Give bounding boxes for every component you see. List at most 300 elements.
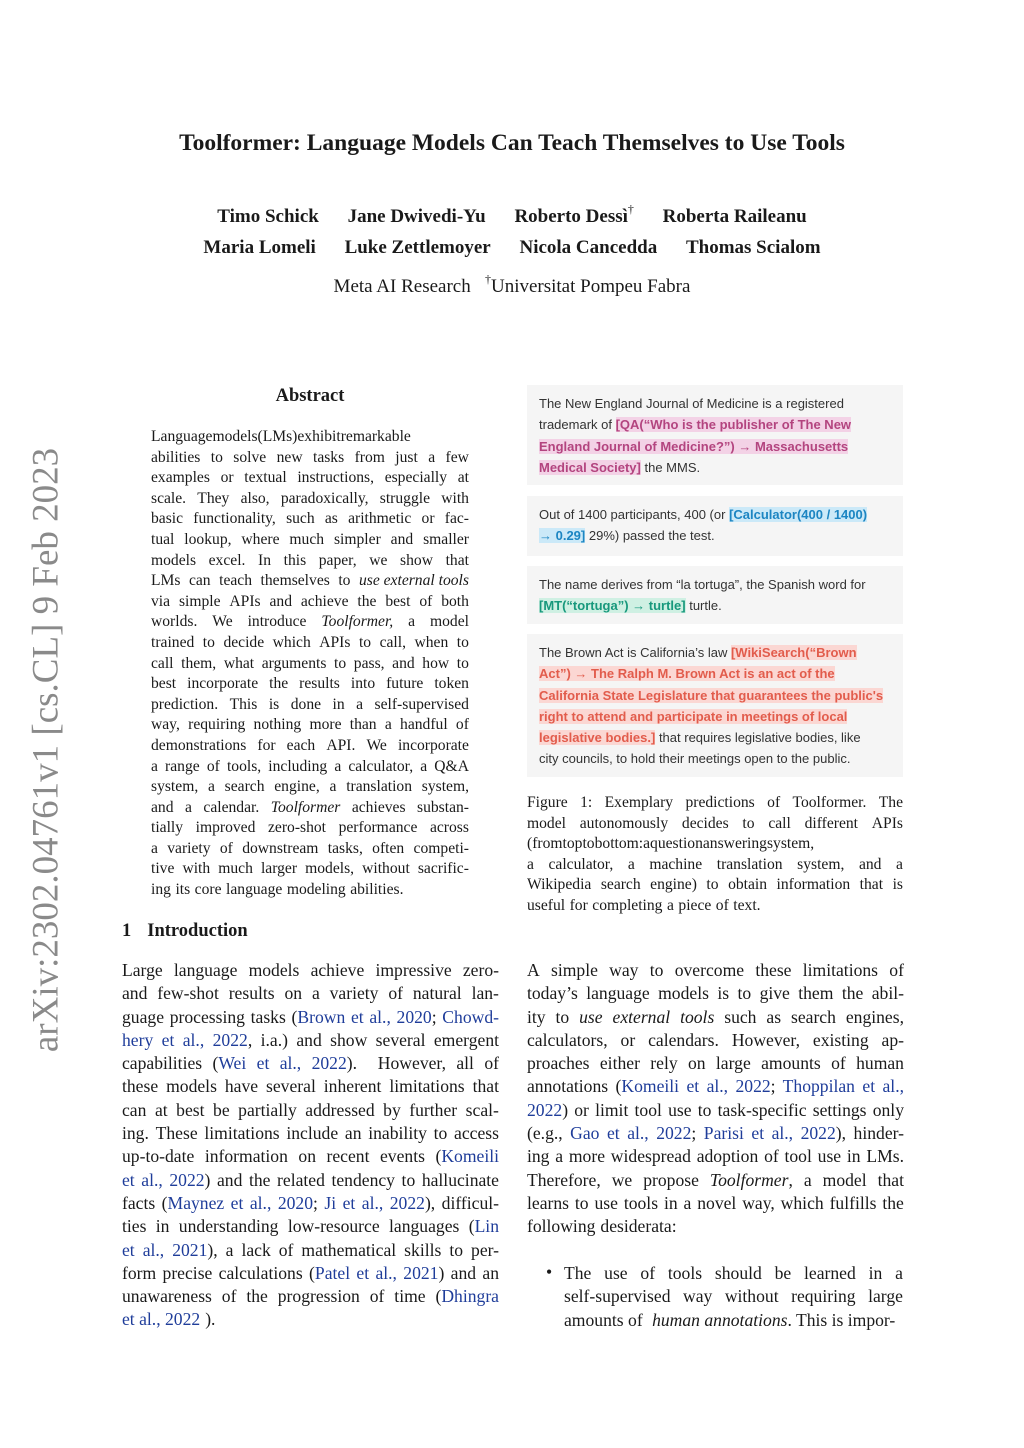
word: abil- xyxy=(871,983,904,1004)
word: achieve xyxy=(300,592,349,610)
text-span: ), difficul- xyxy=(424,1192,499,1213)
word: which xyxy=(272,633,311,651)
word: models xyxy=(248,960,300,980)
text-span: remarkable xyxy=(340,428,411,445)
word: what xyxy=(223,654,255,672)
word: new xyxy=(276,448,303,466)
text-span: . This is impor- xyxy=(787,1309,896,1330)
word: nothing xyxy=(253,716,302,734)
word: and xyxy=(390,530,414,548)
word: where xyxy=(241,530,280,548)
text-span: ) and the related tendency to hallucinate xyxy=(204,1169,499,1190)
word: best xyxy=(385,592,411,610)
word: of xyxy=(219,839,233,857)
text-span: ; xyxy=(770,1076,783,1097)
text-line xyxy=(151,509,469,530)
text-line xyxy=(151,798,469,819)
word: LMs xyxy=(151,572,181,590)
text-line xyxy=(564,1285,903,1308)
word: by xyxy=(383,1099,401,1120)
text-span: system, xyxy=(766,835,815,853)
word: on xyxy=(284,983,303,1004)
citation-link[interactable]: et al., 2022 xyxy=(122,1169,205,1190)
word: is xyxy=(268,695,280,713)
word: model xyxy=(527,814,566,832)
word: inherent xyxy=(323,1076,382,1097)
word: a xyxy=(311,983,320,1004)
citation-link[interactable]: Lin xyxy=(474,1216,499,1237)
word: a xyxy=(151,839,158,857)
word: calculator, xyxy=(348,757,414,775)
word: engine) xyxy=(650,876,697,894)
word: pass, xyxy=(353,654,385,672)
word: They xyxy=(197,489,230,507)
word: incorporate xyxy=(397,736,469,754)
word: a xyxy=(185,798,192,816)
word: more xyxy=(309,716,342,734)
citation-link[interactable]: Parisi et al., 2022 xyxy=(703,1123,836,1144)
word: the xyxy=(882,1192,904,1213)
panel-line xyxy=(539,663,891,684)
word: functionality, xyxy=(193,510,276,528)
word: each xyxy=(286,736,316,754)
dagger-mark: † xyxy=(627,201,634,216)
word: arithmetic xyxy=(348,510,412,528)
word: textual xyxy=(244,469,287,487)
word: arguments xyxy=(261,654,327,672)
text-line xyxy=(527,896,903,917)
panel-line xyxy=(539,685,891,706)
word: language xyxy=(586,983,650,1004)
text-span: ), a lack of mathematical skills to per- xyxy=(207,1239,499,1260)
word: tasks xyxy=(312,448,345,466)
word: at xyxy=(154,1099,168,1120)
text-line xyxy=(151,592,469,613)
citation-link[interactable]: Komeili et al., 2022 xyxy=(621,1076,771,1097)
word: addressed xyxy=(305,1099,375,1120)
word: the xyxy=(357,592,377,610)
word: its xyxy=(175,881,191,899)
author-row-2 xyxy=(0,237,1024,259)
text-line xyxy=(151,715,469,736)
word: either xyxy=(599,1053,640,1074)
word: Exemplary xyxy=(604,794,674,811)
word: following xyxy=(527,1216,596,1237)
text-line xyxy=(122,1169,499,1192)
word: system, xyxy=(421,778,469,796)
author-name: Jane Dwivedi-Yu xyxy=(347,206,486,227)
word: tially xyxy=(151,819,184,837)
panel-line: The name derives from “la tortuga”, the Spanish word for xyxy=(539,577,866,592)
text-span: ; xyxy=(431,1006,443,1027)
word: to xyxy=(742,814,755,832)
word: translation xyxy=(716,855,783,873)
word: of xyxy=(831,1053,846,1074)
word: variety xyxy=(167,839,211,857)
word: worlds. xyxy=(151,613,198,631)
word: for xyxy=(257,736,276,754)
word: of xyxy=(715,896,729,914)
text-span: form precise calculations ( xyxy=(122,1262,315,1283)
word: access xyxy=(454,1123,499,1144)
word: than xyxy=(349,716,377,734)
word: a xyxy=(384,716,392,734)
word: both xyxy=(441,592,469,610)
word: from xyxy=(354,448,385,466)
word: way, xyxy=(742,1192,775,1213)
text-span: Toolformer xyxy=(709,1169,789,1190)
author-name: Maria Lomeli xyxy=(203,237,316,258)
word: tools, xyxy=(226,757,262,775)
text-span: top xyxy=(562,835,583,853)
text-line xyxy=(564,1309,903,1332)
word: and xyxy=(392,654,415,672)
author-name: Luke Zettlemoyer xyxy=(344,237,491,258)
word: themselves xyxy=(260,572,330,590)
text-span: ; xyxy=(691,1123,704,1144)
word: self-supervised xyxy=(564,1286,671,1307)
word: tool xyxy=(784,1146,812,1167)
word: competi- xyxy=(413,839,469,857)
qa-api-call: Medical Society] xyxy=(539,459,641,475)
word: how xyxy=(422,654,450,672)
citation-link[interactable]: Komeili xyxy=(441,1146,499,1167)
text-span: exhibit xyxy=(297,428,341,445)
word: search xyxy=(600,876,641,894)
word: to xyxy=(338,572,351,590)
word: zero-shot xyxy=(267,819,327,837)
word: way xyxy=(683,1286,713,1307)
text-line xyxy=(122,1099,499,1122)
text-line xyxy=(527,875,903,896)
citation-link[interactable]: Brown et al., 2020 xyxy=(297,1006,432,1027)
author-row-1 xyxy=(0,201,1024,228)
word: solve xyxy=(233,448,267,466)
word: decides xyxy=(681,814,729,832)
word: several xyxy=(266,1076,316,1097)
word: Q&A xyxy=(434,757,469,775)
word: on xyxy=(687,1053,706,1074)
text-line xyxy=(122,1308,499,1331)
word: prediction. xyxy=(151,695,219,713)
citation-link[interactable]: Wei et al., 2022 xyxy=(218,1053,347,1074)
intro-heading xyxy=(122,921,248,942)
panel-line xyxy=(539,436,891,457)
word: language xyxy=(173,960,238,980)
citation-link[interactable]: Dhingra xyxy=(441,1286,499,1307)
word: substan- xyxy=(417,798,469,816)
word: natural xyxy=(412,983,462,1004)
citation-link[interactable]: et al., 2022 xyxy=(122,1309,201,1330)
word: requiring xyxy=(188,716,246,734)
word: desiderata: xyxy=(600,1216,677,1237)
dagger-mark: † xyxy=(484,271,491,286)
text-span: ). However, all of xyxy=(346,1053,499,1074)
text-line xyxy=(527,1215,904,1238)
panel-line: Medical Society] the MMS. xyxy=(539,459,701,475)
text-span: ), hinder- xyxy=(835,1123,904,1144)
text-line xyxy=(122,1285,499,1308)
word: system, xyxy=(797,855,845,873)
word: novel xyxy=(697,1192,737,1213)
word: of xyxy=(206,757,220,775)
abstract-body xyxy=(151,427,469,901)
citation-link[interactable]: Gao et al., 2022 xyxy=(570,1123,692,1144)
word: simple xyxy=(178,592,221,610)
word: the xyxy=(269,675,289,693)
word: a xyxy=(329,778,337,796)
arxiv-id: arXiv:2302.04761v1 [cs.CL] 9 Feb 2023 xyxy=(25,447,67,1053)
word: much xyxy=(289,530,325,548)
word: existing xyxy=(812,1029,869,1050)
word: machine xyxy=(649,855,703,873)
text-span: such as search engines, xyxy=(714,1006,904,1027)
word: the xyxy=(841,983,864,1004)
word: human xyxy=(856,1053,904,1074)
word: to xyxy=(433,1123,448,1144)
word: a xyxy=(420,757,428,775)
text-line xyxy=(151,695,469,716)
panel-line: → 0.29] 29%) passed the test. xyxy=(539,528,715,544)
word: requiring xyxy=(791,1286,856,1307)
text-line xyxy=(122,1192,499,1215)
word: a xyxy=(428,448,436,466)
text-line xyxy=(122,1215,499,1238)
word: variety xyxy=(329,983,379,1004)
wikisearch-api-call: Act”) → The Ralph M. Brown Act is an act of the xyxy=(539,666,835,682)
text-span: use external tools xyxy=(579,1006,715,1027)
word: achieves xyxy=(351,798,406,816)
word: partially xyxy=(238,1099,297,1120)
word: lan- xyxy=(471,983,499,1004)
word: or xyxy=(421,510,435,528)
text-span: question xyxy=(650,835,703,853)
word: a xyxy=(627,855,635,873)
word: adoption xyxy=(696,1146,759,1167)
word: we xyxy=(369,551,388,569)
word: a xyxy=(527,855,534,873)
word: across xyxy=(429,819,469,837)
word: when xyxy=(414,633,449,651)
panel-line: [MT(“tortuga”) → turtle] turtle. xyxy=(539,598,722,614)
word: especially xyxy=(384,469,448,487)
citation-link[interactable]: Ji et al., 2022 xyxy=(324,1192,425,1213)
word: done xyxy=(290,695,322,713)
word: just xyxy=(395,448,418,466)
word: The xyxy=(564,1263,592,1283)
word: a xyxy=(334,757,342,775)
word: can xyxy=(122,1099,147,1120)
word: Toolformer, xyxy=(321,613,394,631)
word: in xyxy=(868,1263,883,1283)
word: performance xyxy=(338,819,418,837)
word: demonstrations xyxy=(151,736,247,754)
word: also, xyxy=(240,489,270,507)
word: ing xyxy=(151,881,171,899)
word: limitations xyxy=(802,960,879,980)
paper-title: Toolformer: Language Models Can Teach Themselves to Use Tools xyxy=(179,130,845,156)
wikisearch-api-call: [WikiSearch(“Brown xyxy=(730,645,857,660)
word: improved xyxy=(195,819,256,837)
word: such xyxy=(286,510,315,528)
word: In xyxy=(258,551,272,569)
word: in xyxy=(663,1192,678,1213)
word: to xyxy=(649,960,664,980)
word: different xyxy=(804,814,859,832)
word: overcome xyxy=(674,960,745,980)
text-span: human annotations xyxy=(652,1309,788,1330)
word: call xyxy=(768,814,791,832)
word: a xyxy=(895,1263,903,1283)
word: a xyxy=(896,855,903,873)
word: and xyxy=(858,855,882,873)
word: to xyxy=(737,983,752,1004)
word: of xyxy=(455,716,469,734)
word: limitations xyxy=(389,1076,465,1097)
word: to xyxy=(210,448,223,466)
text-span: ity to xyxy=(527,1006,580,1027)
intro-body xyxy=(122,959,499,1332)
text-span: (from xyxy=(527,835,563,853)
text-line xyxy=(527,982,904,1005)
text-line xyxy=(151,839,469,860)
text-span: , i.a.) and show several emergent xyxy=(247,1029,499,1050)
word: paradoxically, xyxy=(280,489,369,507)
word: of xyxy=(419,592,433,610)
word: models xyxy=(166,1076,217,1097)
text-line xyxy=(151,448,469,469)
word: few-shot xyxy=(157,983,219,1004)
word: scale. xyxy=(151,489,187,507)
word: of xyxy=(640,1263,656,1283)
word: Wikipedia xyxy=(527,876,592,894)
citation-link[interactable]: Thoppilan et al., xyxy=(782,1076,904,1097)
word: tools xyxy=(623,1192,659,1213)
text-line xyxy=(151,654,469,675)
figure-panel-qa xyxy=(527,385,903,485)
word: use xyxy=(594,1192,618,1213)
text-span: (e.g., xyxy=(527,1123,571,1144)
word: call xyxy=(151,654,174,672)
word: calculator, xyxy=(548,855,614,873)
word: information xyxy=(776,876,851,894)
text-span: ; xyxy=(313,1192,325,1213)
word: and xyxy=(269,592,292,610)
figure-panel-wikisearch xyxy=(527,634,903,777)
word: learns xyxy=(527,1192,570,1213)
word: token xyxy=(434,675,469,693)
word: decide xyxy=(223,633,265,651)
word: paper, xyxy=(318,551,357,569)
text-line xyxy=(151,633,469,654)
word: abilities. xyxy=(350,881,404,899)
word: often xyxy=(372,839,405,857)
citation-link[interactable]: Chowd- xyxy=(442,1006,499,1027)
word: APIs xyxy=(871,814,903,832)
word: into xyxy=(350,675,376,693)
word: results xyxy=(299,675,340,693)
word: of xyxy=(889,960,904,980)
section-title: Introduction xyxy=(147,921,248,941)
panel-line: trademark of [QA(“Who is the publisher of The New xyxy=(539,417,852,433)
text-span: amounts of xyxy=(564,1309,648,1330)
citation-link[interactable]: 2022 xyxy=(527,1099,563,1120)
word: which xyxy=(780,1192,824,1213)
word: have xyxy=(224,1076,259,1097)
text-line xyxy=(151,736,469,757)
word: introduce xyxy=(247,613,307,631)
word: We xyxy=(212,613,233,631)
word: inability xyxy=(368,1123,427,1144)
word: zero- xyxy=(462,960,499,980)
text-span: answering xyxy=(702,835,767,853)
text-line xyxy=(527,1029,904,1052)
word: calendars. xyxy=(648,1029,719,1050)
bullet-item xyxy=(564,1262,903,1332)
affiliation-upf: Universitat Pompeu Fabra xyxy=(490,276,691,297)
panel-line xyxy=(539,706,891,727)
text-line xyxy=(151,674,469,695)
citation-link[interactable]: et al., 2021 xyxy=(122,1239,208,1260)
text-line xyxy=(151,468,469,489)
citation-link[interactable]: hery et al., 2022 xyxy=(122,1029,248,1050)
word: limitations xyxy=(204,1123,280,1144)
word: should xyxy=(714,1263,762,1283)
word: incorporate xyxy=(187,675,259,693)
calculator-api-call: [Calculator(400 / 1400) xyxy=(729,507,868,522)
word: them, xyxy=(181,654,217,672)
word: calendar. xyxy=(203,798,260,816)
citation-link[interactable]: Maynez et al., 2020 xyxy=(167,1192,314,1213)
word: with xyxy=(441,489,469,507)
text-line xyxy=(527,814,903,835)
word: instructions, xyxy=(297,469,375,487)
text-line xyxy=(527,1145,904,1168)
text-line xyxy=(527,1006,904,1029)
qa-api-call: [QA(“Who is the publisher of The New xyxy=(615,417,852,433)
affiliations xyxy=(0,271,1024,298)
text-line xyxy=(151,880,469,901)
citation-link[interactable]: Patel et al., 2021 xyxy=(314,1262,439,1283)
word: include xyxy=(286,1123,339,1144)
word: to xyxy=(334,654,347,672)
word: APIs xyxy=(319,633,351,651)
word: use xyxy=(604,1263,628,1283)
word: future xyxy=(386,675,424,693)
text-line xyxy=(151,612,469,633)
text-span: guage processing tasks ( xyxy=(122,1006,298,1027)
word: Figure xyxy=(527,794,568,811)
wikisearch-api-call: legislative bodies.] xyxy=(539,730,656,746)
word: lookup, xyxy=(184,530,232,548)
word: show xyxy=(400,551,433,569)
text-span: annotations ( xyxy=(527,1076,622,1097)
word: a xyxy=(683,1192,692,1213)
word: Toolformer. xyxy=(792,794,867,811)
word: models xyxy=(658,983,709,1004)
word: A xyxy=(527,960,540,980)
text-line xyxy=(122,959,499,982)
panel-line: The New England Journal of Medicine is a registered xyxy=(539,396,844,411)
text-span: Language xyxy=(151,428,213,445)
word: via xyxy=(151,592,171,610)
text-line xyxy=(527,1122,904,1145)
word: calculators, xyxy=(527,1029,608,1050)
word: range xyxy=(165,757,200,775)
text-span: capabilities ( xyxy=(122,1053,219,1074)
word: 1: xyxy=(580,794,593,811)
word: language xyxy=(226,881,283,899)
